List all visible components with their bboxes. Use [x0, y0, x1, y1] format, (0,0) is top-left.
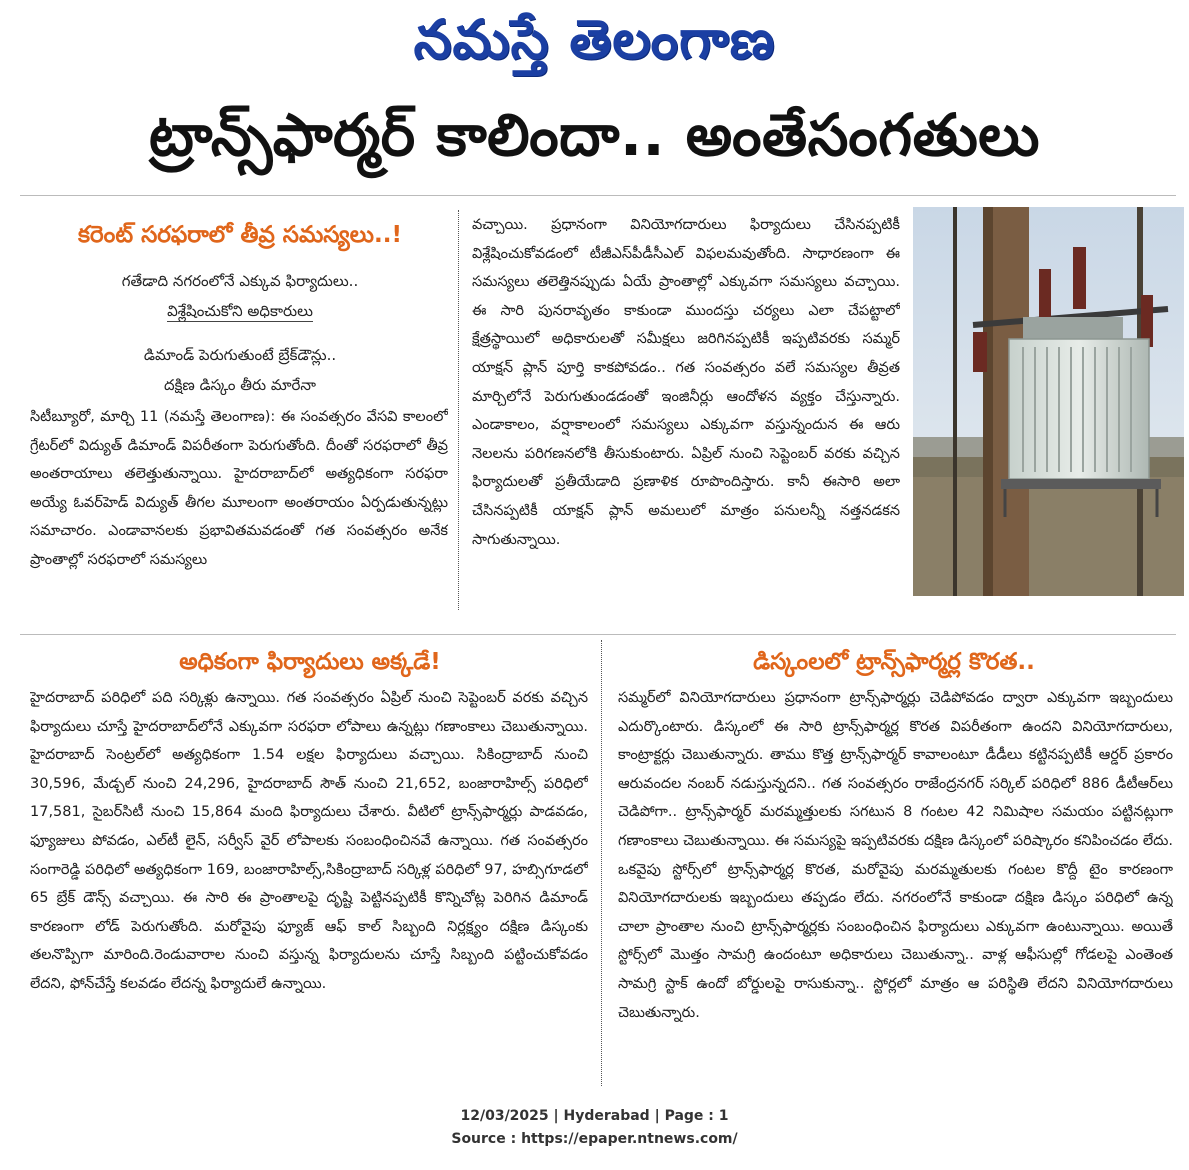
- bottom-column-divider: [601, 640, 602, 1086]
- left-article-kicker: అధికంగా ఫిర్యాదులు అక్కడే!: [179, 649, 441, 675]
- section-divider: [20, 634, 1176, 635]
- top-article-kicker: కరెంట్ సరఫరాలో తీవ్ర సమస్యలు..!: [78, 222, 402, 248]
- subhead-2-line-1: డిమాండ్ పెరుగుతుంటే బ్రేక్‌డౌన్లు..: [143, 346, 337, 364]
- top-article-body-col2: వచ్చాయి. ప్రధానంగా వినియోగదారులు ఫిర్యాదులు చేసినప్పటికీ విశ్లేషించుకోవడంలో టీజీఎస్‌పీడీసీఎల్ విఫలమవుతోంది. సాధారణంగా ఈ సమస్యలు తలెత్తినప్పుడు ఏయే ప్రాంతాల్లో ఎక్కువగా సమస్యలు వచ్చాయి. ఈ సారి పునరావృతం కాకుండా ముందస్తు చర్యలు ఎలా చేపట్టాలో క్షేత్రస్థాయిలో అధికారులతో సమీక్షలు జరిగినప్పటికీ ఇప్పటివరకు సమ్మర్ యాక్షన్ ప్లాన్ పూర్తి కాకపోవడం.. గత సంవత్సరం వలే సమస్యల తీవ్రత మార్చిలోనే పెరుగుతుండడంతో ఇంజినీర్లు ఆందోళన వ్యక్తం చేస్తున్నారు. ఎండాకాలం, వర్షాకాలంలో సమస్యలు ఎక్కువగా వస్తున్నందున ఈ ఆరు నెలలను పరిగణనలోకి తీసుకుంటారు. ఏప్రిల్ నుంచి సెప్టెంబర్ వరకు వచ్చిన ఫిర్యాదులతో ప్రతీయేడాది ప్రణాళిక రూపొందిస్తారు. కానీ ఈసారి అలా చేసినప్పటికీ యాక్షన్ ప్లాన్ అమలులో మాత్రం పనులన్నీ నత్తనడకన సాగుతున్నాయి.: [472, 217, 900, 548]
- top-article-body-col1: సిటీబ్యూరో, మార్చి 11 (నమస్తే తెలంగాణ): ఈ సంవత్సరం వేసవి కాలంలో గ్రేటర్‌లో విద్యుత్ డిమాండ్ విపరీతంగా పెరుగుతోంది. దీంతో సరఫరాలో తీవ్ర అంతరాయాలు తలెత్తుతున్నాయి. హైదరాబాద్‌లో అత్యధికంగా సరఫరా అయ్యే ఓవర్‌హెడ్ విద్యుత్ తీగల మూలంగా అంతరాయం ఏర్పడుతున్నట్లు సమాచారం. ఎండావానలకు ప్రభావితమవడంతో గత సంవత్సరం అనేక ప్రాంతాల్లో సరఫరాలో సమస్యలు: [30, 409, 448, 568]
- top-article-subhead-2: [40, 340, 440, 400]
- left-article-body: హైదరాబాద్ పరిధిలో పది సర్కిళ్లు ఉన్నాయి. గత సంవత్సరం ఏప్రిల్ నుంచి సెప్టెంబర్ వరకు వచ్చిన ఫిర్యాదులు చూస్తే హైదరాబాద్‌లోనే ఎక్కువగా సరఫరా లోపాలు ఉన్నట్లు గణాంకాలు చెబుతున్నాయి. హైదరాబాద్ సెంట్రల్‌లో అత్యధికంగా 1.54 లక్షల ఫిర్యాదులు వచ్చాయి. సికింద్రాబాద్ నుంచి 30,596, మేడ్చల్ నుంచి 24,296, హైదరాబాద్ సౌత్ నుంచి 21,652, బంజారాహిల్స్ పరిధిలో 17,581, సైబర్‌సిటీ నుంచి 15,864 మంది ఫిర్యాదులు చేశారు. వీటిలో ట్రాన్స్‌ఫార్మర్లు పాడవడం, ఫ్యూజులు పోవడం, ఎల్‌టీ లైన్, సర్వీస్ వైర్ లోపాలకు సంబంధించినవే ఉన్నాయి. గత సంవత్సరం సంగారెడ్డి పరిధిలో అత్యధికంగా 169, బంజారాహిల్స్,సికింద్రాబాద్ సర్కిళ్ల పరిధిలో 97, హబ్సిగూడలో 65 బ్రేక్ డౌన్స్ వచ్చాయి. ఈ సారి ఈ ప్రాంతాలపై దృష్టి పెట్టినప్పటికీ కొన్నిచోట్ల పెరిగిన డిమాండ్ కారణంగా లోడ్ పెరుగుతోంది. మరోవైపు ఫ్యూజ్ ఆఫ్ కాల్ సిబ్బంది నిర్లక్ష్యం దక్షిణ డిస్కంకు తలనొప్పిగా మారింది.రెండువారాల నుంచి వస్తున్న ఫిర్యాదులను చూస్తే సిబ్బంది పట్టించుకోవడం లేదని, ఫోన్‌చేస్తే కలవడం లేదన్న ఫిర్యాదులే ఉన్నాయి.: [30, 690, 588, 992]
- subhead-2-line-2: దక్షిణ డిస్కం తీరు మారేనా: [164, 376, 316, 394]
- top-article-subhead-1: [40, 266, 440, 326]
- page-headline: ట్రాన్స్‌ఫార్మర్ కాలిందా.. అంతేసంగతులు: [149, 101, 1040, 169]
- masthead-logo: నమస్తే తెలంగాణ: [413, 8, 776, 71]
- footer-source-line: Source : https://epaper.ntnews.com/: [451, 1131, 738, 1147]
- right-article-body: సమ్మర్‌లో వినియోగదారులు ప్రధానంగా ట్రాన్స్‌ఫార్మర్లు చెడిపోవడం ద్వారా ఎక్కువగా ఇబ్బందులు ఎదుర్కొంటారు. డిస్కంలో ఈ సారి ట్రాన్స్‌ఫార్మర్ల కొరత విపరీతంగా ఉందని వినియోగదారులు, కాంట్రాక్టర్లు చెబుతున్నారు. తాము కొత్త ట్రాన్స్‌ఫార్మర్ కావాలంటూ డీడీలు కట్టినప్పటికీ ఆర్డర్ ప్రకారం ఆరువందల నంబర్ నడుస్తున్నదని.. గత సంవత్సరం రాజేంద్రనగర్ సర్కిల్ పరిధిలో 886 డీటీఆర్‌లు చెడిపోగా.. ట్రాన్స్‌ఫార్మర్ మరమ్మత్తులకు సగటున 8 గంటల 42 నిమిషాల సమయం పట్టినట్లుగా గణాంకాలు చెబుతున్నాయి. ఈ సమస్యపై ఇప్పటివరకు దక్షిణ డిస్కంలో పరిష్కారం కనిపించడం లేదు. ఒకవైపు స్టోర్స్‌లో ట్రాన్స్‌ఫార్మర్ల కొరత, మరోవైపు మరమ్మతులకు గంటల కొద్దీ టైం కారణంగా వినియోగదారులకు ఇబ్బందులు తప్పడం లేదు. నగరంలోనే కాకుండా దక్షిణ డిస్కం పరిధిలో ఉన్న చాలా ప్రాంతాల నుంచి ట్రాన్స్‌ఫార్మర్లకు సంబంధించిన ఫిర్యాదులు ఎక్కువగా ఉంటున్నాయి. అయితే స్టోర్స్‌లో మొత్తం సామగ్రి ఉందంటూ అధికారులు చెబుతున్నా.. వాళ్ల ఆఫీసుల్లో గోడలపై ఎంతెంత సామగ్రి స్టాక్ ఉందో బోర్డులపై రాసుకున్నా.. స్టోర్లలో మాత్రం ఆ పరిస్థితి లేదని వినియోగదారులు చెబుతున్నారు.: [618, 690, 1173, 1021]
- headline-divider: [20, 195, 1176, 196]
- right-article-kicker: డిస్కంలలో ట్రాన్స్‌ఫార్మర్ల కొరత..: [753, 649, 1035, 675]
- transformer-photo: [913, 207, 1184, 596]
- subhead-1-line-2: విశ్లేషించుకోని అధికారులు: [167, 302, 313, 320]
- subhead-1-line-1: గతేడాది నగరంలోనే ఎక్కువ ఫిర్యాదులు..: [121, 272, 359, 290]
- column-divider: [458, 210, 459, 610]
- footer-date-line: 12/03/2025 | Hyderabad | Page : 1: [460, 1108, 729, 1124]
